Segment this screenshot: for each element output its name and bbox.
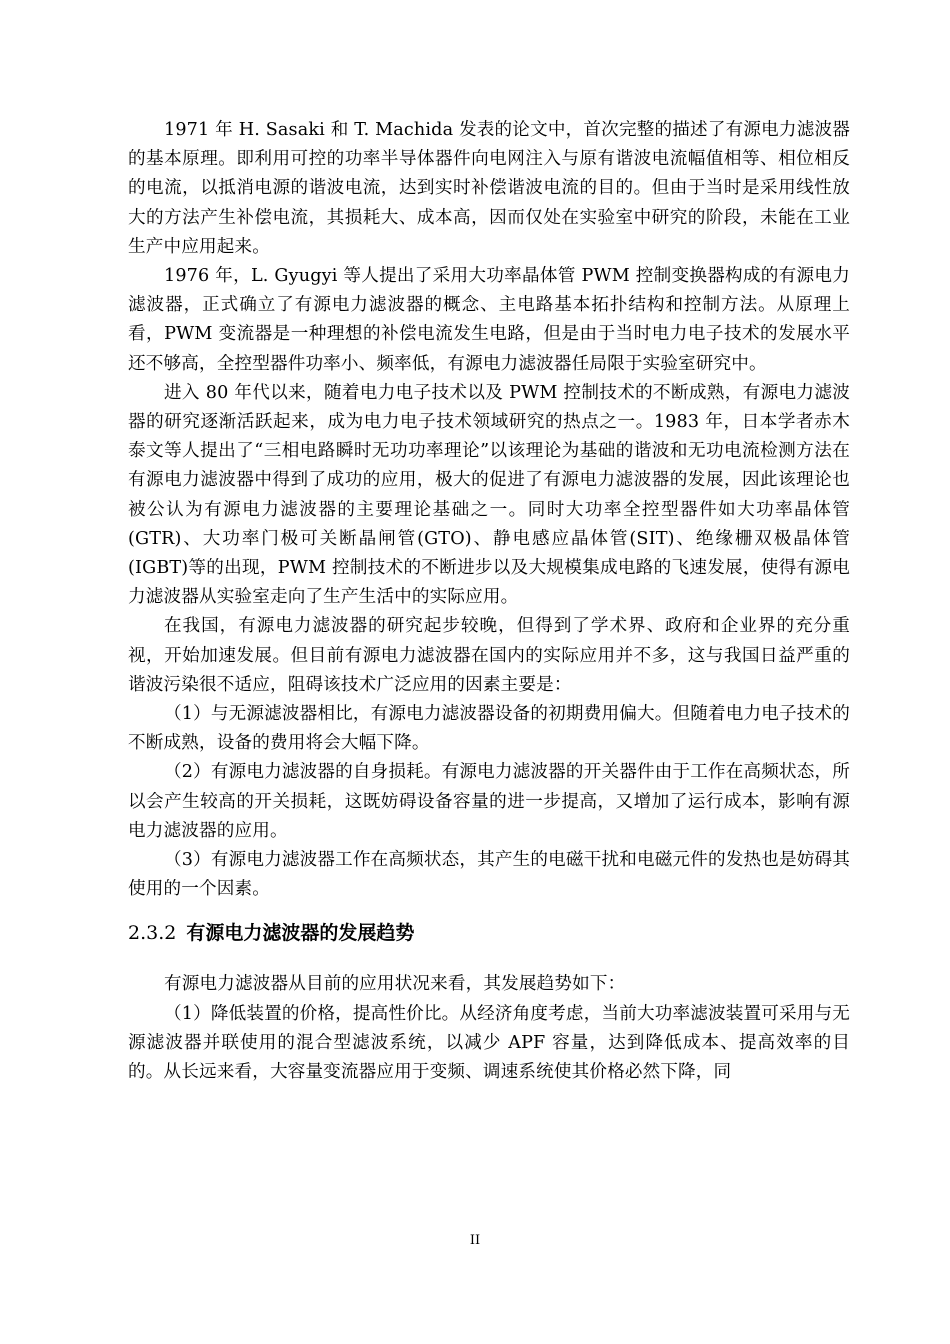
paragraph-trend-intro: 有源电力滤波器从目前的应用状况来看，其发展趋势如下： [164,974,626,995]
list-item-reduce-price: （1）降低装置的价格，提高性价比。从经济角度考虑，当前大功率滤波装置可采用与无源滤波器并联使用的混合型滤波系统，以减少 APF 容量，达到降低成本、提高效率的目的。从长远来看，大容量变流器应用于变频、调速系统使其价格必然下降，同 [128,1003,850,1083]
section-title: 有源电力滤波器的发展趋势 [186,922,415,945]
paragraph-1980s-development: 进入 80 年代以来，随着电力电子技术以及 PWM 控制技术的不断成熟，有源电力滤波器的研究逐渐活跃起来，成为电力电子技术领域研究的热点之一。1983 年，日本学者赤木泰文等人提出了“三相电路瞬时无功功率理论”以该理论为基础的谐波和无功电流检测方法在有源电力滤波器中得到了成功的应用，极大的促进了有源电力滤波器的发展，因此该理论也被公认为有源电力滤波器的主要理论基础之一。同时大功率全控型器件如大功率晶体管(GTR)、大功率门极可关断晶闸管(GTO)、静电感应晶体管(SIT)、绝缘栅双极晶体管(IGBT)等的出现，PWM 控制技术的不断进步以及大规模集成电路的飞速发展，使得有源电力滤波器从实验室走向了生产生活中的实际应用。 [128,382,850,608]
section-number: 2.3.2 [128,922,177,945]
list-item-emi: （3）有源电力滤波器工作在高频状态，其产生的电磁干扰和电磁元件的发热也是妨碍其使用的一个因素。 [128,850,850,900]
list-item-cost: （1）与无源滤波器相比，有源电力滤波器设备的初期费用偏大。但随着电力电子技术的不断成熟，设备的费用将会大幅下降。 [128,704,850,754]
page-body [128,116,850,1087]
page-number: II [469,1233,481,1248]
section-heading [128,918,850,948]
paragraph-1976-gyugyi: 1976 年，L. Gyugyi 等人提出了采用大功率晶体管 PWM 控制变换器构成的有源电力滤波器，正式确立了有源电力滤波器的概念、主电路基本拓扑结构和控制方法。从原理上看，PWM 变流器是一种理想的补偿电流发生电路，但是由于当时电力电子技术的发展水平还不够高，全控型器件功率小、频率低，有源电力滤波器任局限于实验室研究中。 [128,266,850,374]
paragraph-1971-principle: 1971 年 H. Sasaki 和 T. Machida 发表的论文中，首次完整的描述了有源电力滤波器的基本原理。即利用可控的功率半导体器件向电网注入与原有谐波电流幅值相等、相位相反的电流，以抵消电源的谐波电流，达到实时补偿谐波电流的目的。但由于当时是采用线性放大的方法产生补偿电流，其损耗大、成本高，因而仅处在实验室中研究的阶段，未能在工业生产中应用起来。 [128,120,850,257]
paragraph-china-status: 在我国，有源电力滤波器的研究起步较晚，但得到了学术界、政府和企业界的充分重视，开始加速发展。但目前有源电力滤波器在国内的实际应用并不多，这与我国日益严重的谐波污染很不适应，阻碍该技术广泛应用的因素主要是： [128,616,850,695]
list-item-loss: （2）有源电力滤波器的自身损耗。有源电力滤波器的开关器件由于工作在高频状态，所以会产生较高的开关损耗，这既妨碍设备容量的进一步提高，又增加了运行成本，影响有源电力滤波器的应用。 [128,762,850,841]
